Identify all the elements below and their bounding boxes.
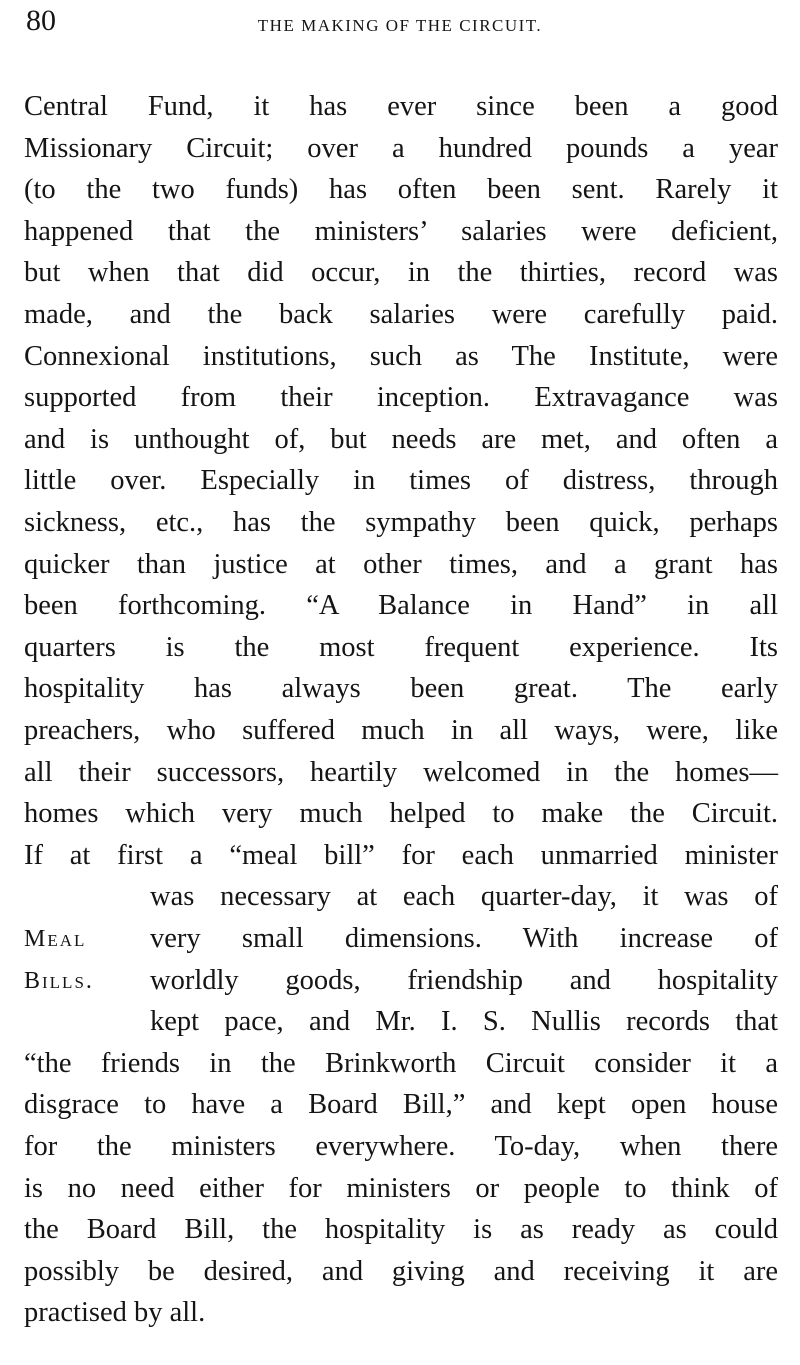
text-line: preachers, who suffered much in all ways, were, like <box>24 715 778 746</box>
text-line: possibly be desired, and giving and receiving it are <box>24 1255 778 1287</box>
text-line: very small dimensions. With increase of <box>150 923 778 954</box>
text-line: little over. Especially in times of distress, through <box>24 465 778 497</box>
running-title: THE MAKING OF THE CIRCUIT. <box>257 16 543 35</box>
text-line: “the friends in the Brinkworth Circuit consider it a <box>24 1047 778 1079</box>
text-line: (to the two funds) has often been sent. Rarely it <box>24 174 778 206</box>
page-header <box>0 0 800 50</box>
text-line: the Board Bill, the hospitality is as ready as could <box>24 1214 778 1246</box>
text-line: quicker than justice at other times, and a grant has <box>24 548 778 580</box>
text-line: been forthcoming. “A Balance in Hand” in all <box>24 590 778 622</box>
text-line: supported from their inception. Extravagance was <box>24 382 778 414</box>
text-line: disgrace to have a Board Bill,” and kept open house <box>24 1089 778 1121</box>
text-line: Connexional institutions, such as The Institute, were <box>24 340 778 372</box>
page-number: 80 <box>26 4 56 37</box>
text-line: If at first a “meal bill” for each unmarried minister <box>24 839 778 871</box>
text-line: and is unthought of, but needs are met, and often a <box>24 423 778 455</box>
text-line: homes which very much helped to make the Circuit. <box>24 798 778 830</box>
text-line: Missionary Circuit; over a hundred pounds a year <box>24 132 778 164</box>
text-line: was necessary at each quarter-day, it was of <box>150 881 778 913</box>
text-line: hospitality has always been great. The early <box>24 673 778 705</box>
text-line: kept pace, and Mr. I. S. Nullis records that <box>150 1006 778 1038</box>
text-line: is no need either for ministers or people to think of <box>24 1172 778 1204</box>
text-line: happened that the ministers’ salaries were deficient, <box>24 215 778 247</box>
text-line: worldly goods, friendship and hospitality <box>150 964 778 996</box>
text-line: sickness, etc., has the sympathy been quick, perhaps <box>24 507 778 538</box>
margin-note-bills: Bills. <box>24 967 94 994</box>
text-line: practised by all. <box>24 1297 206 1329</box>
text-line: but when that did occur, in the thirties, record was <box>24 257 778 289</box>
text-line: all their successors, heartily welcomed in the homes— <box>24 756 778 788</box>
text-line: for the ministers everywhere. To-day, when there <box>24 1131 778 1162</box>
margin-note-meal: Meal <box>24 926 87 952</box>
text-line: quarters is the most frequent experience. Its <box>24 631 778 663</box>
text-line: made, and the back salaries were carefully paid. <box>24 299 778 330</box>
text-line: Central Fund, it has ever since been a good <box>24 91 778 122</box>
